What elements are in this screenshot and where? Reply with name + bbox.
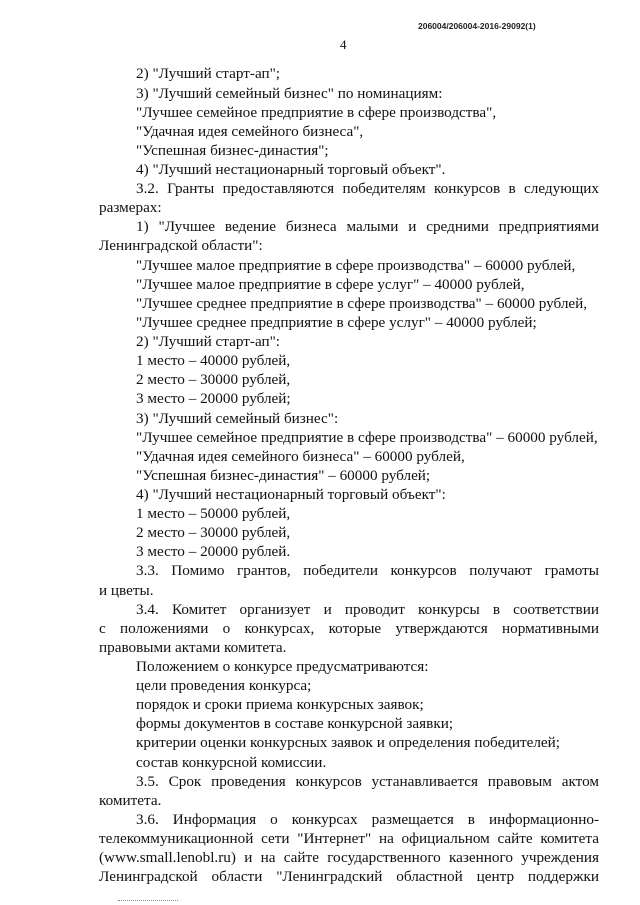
text-line: 2) "Лучший старт-ап": bbox=[136, 333, 281, 350]
text-line: 3) "Лучший семейный бизнес": bbox=[136, 410, 339, 427]
text-line: 2) "Лучший старт-ап"; bbox=[136, 65, 281, 82]
text-line: 4) "Лучший нестационарный торговый объект": bbox=[136, 486, 446, 503]
text-line: "Лучшее семейное предприятие в сфере производства", bbox=[136, 104, 497, 121]
text-line: размерах: bbox=[99, 199, 162, 216]
text-line: состав конкурсной комиссии. bbox=[136, 754, 327, 771]
text-line: правовыми актами комитета. bbox=[99, 639, 287, 656]
text-line: 3 место – 20000 рублей; bbox=[136, 390, 291, 407]
page-number: 4 bbox=[340, 37, 347, 52]
text-line: 1 место – 40000 рублей, bbox=[136, 352, 291, 369]
text-line: "Лучшее малое предприятие в сфере производства" – 60000 рублей, bbox=[136, 257, 576, 274]
text-line: "Лучшее среднее предприятие в сфере производства" – 60000 рублей, bbox=[136, 295, 588, 312]
text-line: телекоммуникационной сети "Интернет" на официальном сайте комитета bbox=[99, 830, 599, 847]
text-line: с положениями о конкурсах, которые утверждаются нормативными bbox=[99, 620, 599, 637]
text-line: 1) "Лучшее ведение бизнеса малыми и средними предприятиями bbox=[136, 218, 599, 235]
text-line: "Лучшее малое предприятие в сфере услуг" – 40000 рублей, bbox=[136, 276, 525, 293]
text-line: Положением о конкурсе предусматриваются: bbox=[136, 658, 429, 675]
text-line: 2 место – 30000 рублей, bbox=[136, 524, 291, 541]
text-line: "Удачная идея семейного бизнеса", bbox=[136, 123, 364, 140]
text-line: порядок и сроки приема конкурсных заявок; bbox=[136, 696, 424, 713]
text-line: 3.2. Гранты предоставляются победителям конкурсов в следующих bbox=[136, 180, 599, 197]
text-line: (www.small.lenobl.ru) и на сайте государственного казенного учреждения bbox=[99, 849, 599, 866]
text-line: "Лучшее среднее предприятие в сфере услуг" – 40000 рублей; bbox=[136, 314, 537, 331]
text-line: 3.3. Помимо грантов, победители конкурсов получают грамоты bbox=[136, 562, 599, 579]
text-line: 2 место – 30000 рублей, bbox=[136, 371, 291, 388]
text-line: 3.5. Срок проведения конкурсов устанавливается правовым актом bbox=[136, 773, 599, 790]
text-line: 3.6. Информация о конкурсах размещается в информационно- bbox=[136, 811, 599, 828]
text-line: и цветы. bbox=[99, 582, 154, 599]
text-line: "Успешная бизнес-династия" – 60000 рублей; bbox=[136, 467, 431, 484]
text-line: комитета. bbox=[99, 792, 162, 809]
text-line: Ленинградской области "Ленинградский областной центр поддержки bbox=[99, 868, 599, 885]
text-line: "Удачная идея семейного бизнеса" – 60000 рублей, bbox=[136, 448, 465, 465]
text-line: "Лучшее семейное предприятие в сфере производства" – 60000 рублей, bbox=[136, 429, 598, 446]
text-line: "Успешная бизнес-династия"; bbox=[136, 142, 329, 159]
text-line: 3.4. Комитет организует и проводит конкурсы в соответствии bbox=[136, 601, 599, 618]
text-line: 3 место – 20000 рублей. bbox=[136, 543, 291, 560]
text-line: Ленинградской области": bbox=[99, 237, 263, 254]
text-line: 1 место – 50000 рублей, bbox=[136, 505, 291, 522]
document-id: 206004/206004-2016-29092(1) bbox=[418, 21, 536, 31]
footer-divider bbox=[118, 900, 178, 902]
text-line: критерии оценки конкурсных заявок и определения победителей; bbox=[136, 734, 561, 751]
text-line: 4) "Лучший нестационарный торговый объект". bbox=[136, 161, 446, 178]
text-line: 3) "Лучший семейный бизнес" по номинациям: bbox=[136, 85, 443, 102]
text-line: цели проведения конкурса; bbox=[136, 677, 312, 694]
text-line: формы документов в составе конкурсной заявки; bbox=[136, 715, 454, 732]
